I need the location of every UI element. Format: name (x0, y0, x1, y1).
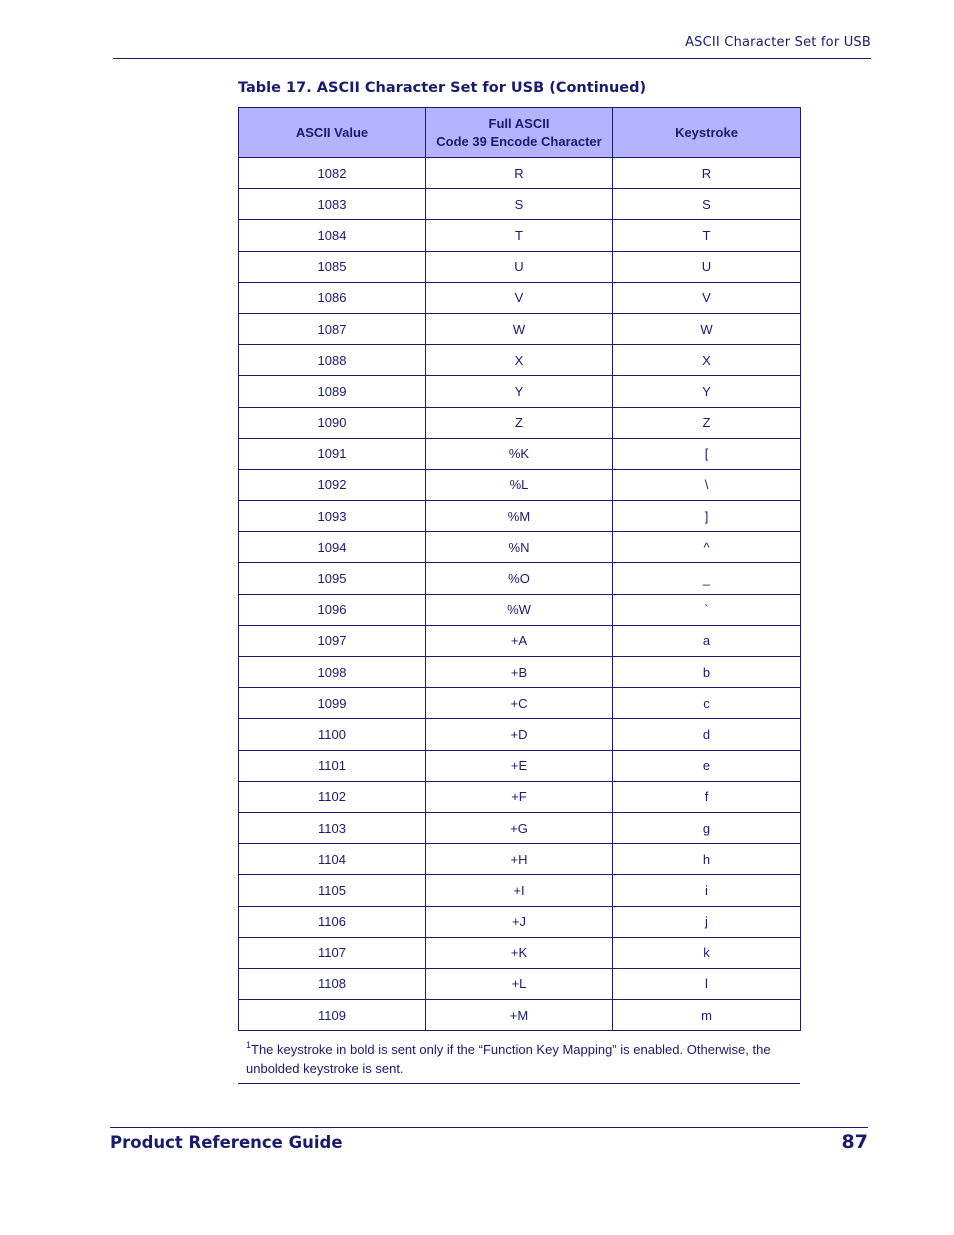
cell-ascii-value: 1101 (239, 750, 426, 781)
table-row (239, 625, 801, 656)
cell-keystroke: ] (613, 501, 801, 532)
cell-code39-character: +C (426, 688, 613, 719)
cell-keystroke: k (613, 937, 801, 968)
table-header-row (239, 108, 801, 158)
cell-ascii-value: 1093 (239, 501, 426, 532)
table-footnote (246, 1036, 786, 1078)
cell-keystroke: R (613, 158, 801, 189)
cell-keystroke: \ (613, 469, 801, 500)
cell-code39-character: +A (426, 625, 613, 656)
cell-ascii-value: 1105 (239, 875, 426, 906)
cell-code39-character: T (426, 220, 613, 251)
cell-code39-character: %L (426, 469, 613, 500)
cell-keystroke: ^ (613, 532, 801, 563)
cell-keystroke: m (613, 1000, 801, 1031)
cell-code39-character: +B (426, 657, 613, 688)
table-row (239, 875, 801, 906)
cell-keystroke: W (613, 313, 801, 344)
cell-ascii-value: 1095 (239, 563, 426, 594)
footnote-rule (238, 1083, 800, 1084)
cell-ascii-value: 1109 (239, 1000, 426, 1031)
cell-keystroke: Y (613, 376, 801, 407)
cell-keystroke: X (613, 345, 801, 376)
table-row (239, 501, 801, 532)
cell-code39-character: S (426, 189, 613, 220)
table-row (239, 407, 801, 438)
cell-code39-character: U (426, 251, 613, 282)
cell-keystroke: d (613, 719, 801, 750)
cell-code39-character: %M (426, 501, 613, 532)
cell-ascii-value: 1099 (239, 688, 426, 719)
table-row (239, 158, 801, 189)
cell-ascii-value: 1083 (239, 189, 426, 220)
cell-ascii-value: 1102 (239, 781, 426, 812)
table-row (239, 469, 801, 500)
table-row (239, 282, 801, 313)
table-row (239, 438, 801, 469)
cell-code39-character: +G (426, 812, 613, 843)
footnote-text: The keystroke in bold is sent only if the “Function Key Mapping” is enabled. Otherwise, the unbolded keystroke is sent. (246, 1042, 771, 1076)
cell-code39-character: +M (426, 1000, 613, 1031)
cell-ascii-value: 1096 (239, 594, 426, 625)
cell-keystroke: _ (613, 563, 801, 594)
cell-ascii-value: 1091 (239, 438, 426, 469)
cell-keystroke: e (613, 750, 801, 781)
cell-ascii-value: 1092 (239, 469, 426, 500)
running-header: ASCII Character Set for USB (685, 35, 871, 50)
cell-code39-character: +L (426, 968, 613, 999)
cell-keystroke: b (613, 657, 801, 688)
cell-code39-character: X (426, 345, 613, 376)
table-title: Table 17. ASCII Character Set for USB (Continued) (238, 80, 647, 96)
column-header-full-ascii: Full ASCII Code 39 Encode Character (426, 108, 613, 158)
table-row (239, 657, 801, 688)
cell-code39-character: +H (426, 844, 613, 875)
cell-keystroke: h (613, 844, 801, 875)
table-row (239, 719, 801, 750)
cell-ascii-value: 1104 (239, 844, 426, 875)
cell-ascii-value: 1088 (239, 345, 426, 376)
cell-keystroke: S (613, 189, 801, 220)
cell-keystroke: f (613, 781, 801, 812)
cell-code39-character: +I (426, 875, 613, 906)
cell-keystroke: i (613, 875, 801, 906)
cell-ascii-value: 1098 (239, 657, 426, 688)
cell-ascii-value: 1107 (239, 937, 426, 968)
cell-code39-character: +F (426, 781, 613, 812)
cell-ascii-value: 1108 (239, 968, 426, 999)
cell-code39-character: %W (426, 594, 613, 625)
ascii-table (238, 107, 801, 1031)
column-header-ascii-value: ASCII Value (239, 108, 426, 158)
cell-ascii-value: 1087 (239, 313, 426, 344)
table-row (239, 750, 801, 781)
header-rule (113, 58, 871, 59)
cell-code39-character: +E (426, 750, 613, 781)
cell-code39-character: +D (426, 719, 613, 750)
cell-ascii-value: 1090 (239, 407, 426, 438)
table-row (239, 594, 801, 625)
cell-code39-character: %O (426, 563, 613, 594)
table-row (239, 968, 801, 999)
cell-ascii-value: 1103 (239, 812, 426, 843)
cell-ascii-value: 1106 (239, 906, 426, 937)
cell-keystroke: l (613, 968, 801, 999)
cell-keystroke: g (613, 812, 801, 843)
table-row (239, 251, 801, 282)
cell-keystroke: ` (613, 594, 801, 625)
table-row (239, 345, 801, 376)
cell-code39-character: W (426, 313, 613, 344)
cell-ascii-value: 1086 (239, 282, 426, 313)
footnote-marker: 1 (246, 1040, 252, 1050)
table-row (239, 1000, 801, 1031)
table-row (239, 937, 801, 968)
cell-keystroke: [ (613, 438, 801, 469)
table-row (239, 189, 801, 220)
cell-code39-character: +K (426, 937, 613, 968)
cell-ascii-value: 1094 (239, 532, 426, 563)
table-row (239, 563, 801, 594)
cell-code39-character: V (426, 282, 613, 313)
footer-guide-title: Product Reference Guide (110, 1133, 343, 1152)
table-row (239, 532, 801, 563)
table-row (239, 313, 801, 344)
cell-code39-character: +J (426, 906, 613, 937)
cell-ascii-value: 1082 (239, 158, 426, 189)
cell-keystroke: U (613, 251, 801, 282)
cell-ascii-value: 1089 (239, 376, 426, 407)
cell-keystroke: V (613, 282, 801, 313)
table-row (239, 781, 801, 812)
cell-ascii-value: 1097 (239, 625, 426, 656)
cell-ascii-value: 1084 (239, 220, 426, 251)
footer-rule (110, 1127, 868, 1128)
cell-code39-character: Y (426, 376, 613, 407)
table-row (239, 812, 801, 843)
cell-keystroke: j (613, 906, 801, 937)
cell-keystroke: T (613, 220, 801, 251)
table-row (239, 844, 801, 875)
cell-code39-character: %K (426, 438, 613, 469)
cell-code39-character: Z (426, 407, 613, 438)
cell-keystroke: c (613, 688, 801, 719)
table-row (239, 376, 801, 407)
cell-code39-character: %N (426, 532, 613, 563)
cell-ascii-value: 1100 (239, 719, 426, 750)
cell-ascii-value: 1085 (239, 251, 426, 282)
page-number: 87 (841, 1131, 868, 1153)
table-row (239, 220, 801, 251)
cell-code39-character: R (426, 158, 613, 189)
cell-keystroke: a (613, 625, 801, 656)
table-row (239, 906, 801, 937)
table-body (239, 158, 801, 1031)
column-header-keystroke: Keystroke (613, 108, 801, 158)
cell-keystroke: Z (613, 407, 801, 438)
table-row (239, 688, 801, 719)
